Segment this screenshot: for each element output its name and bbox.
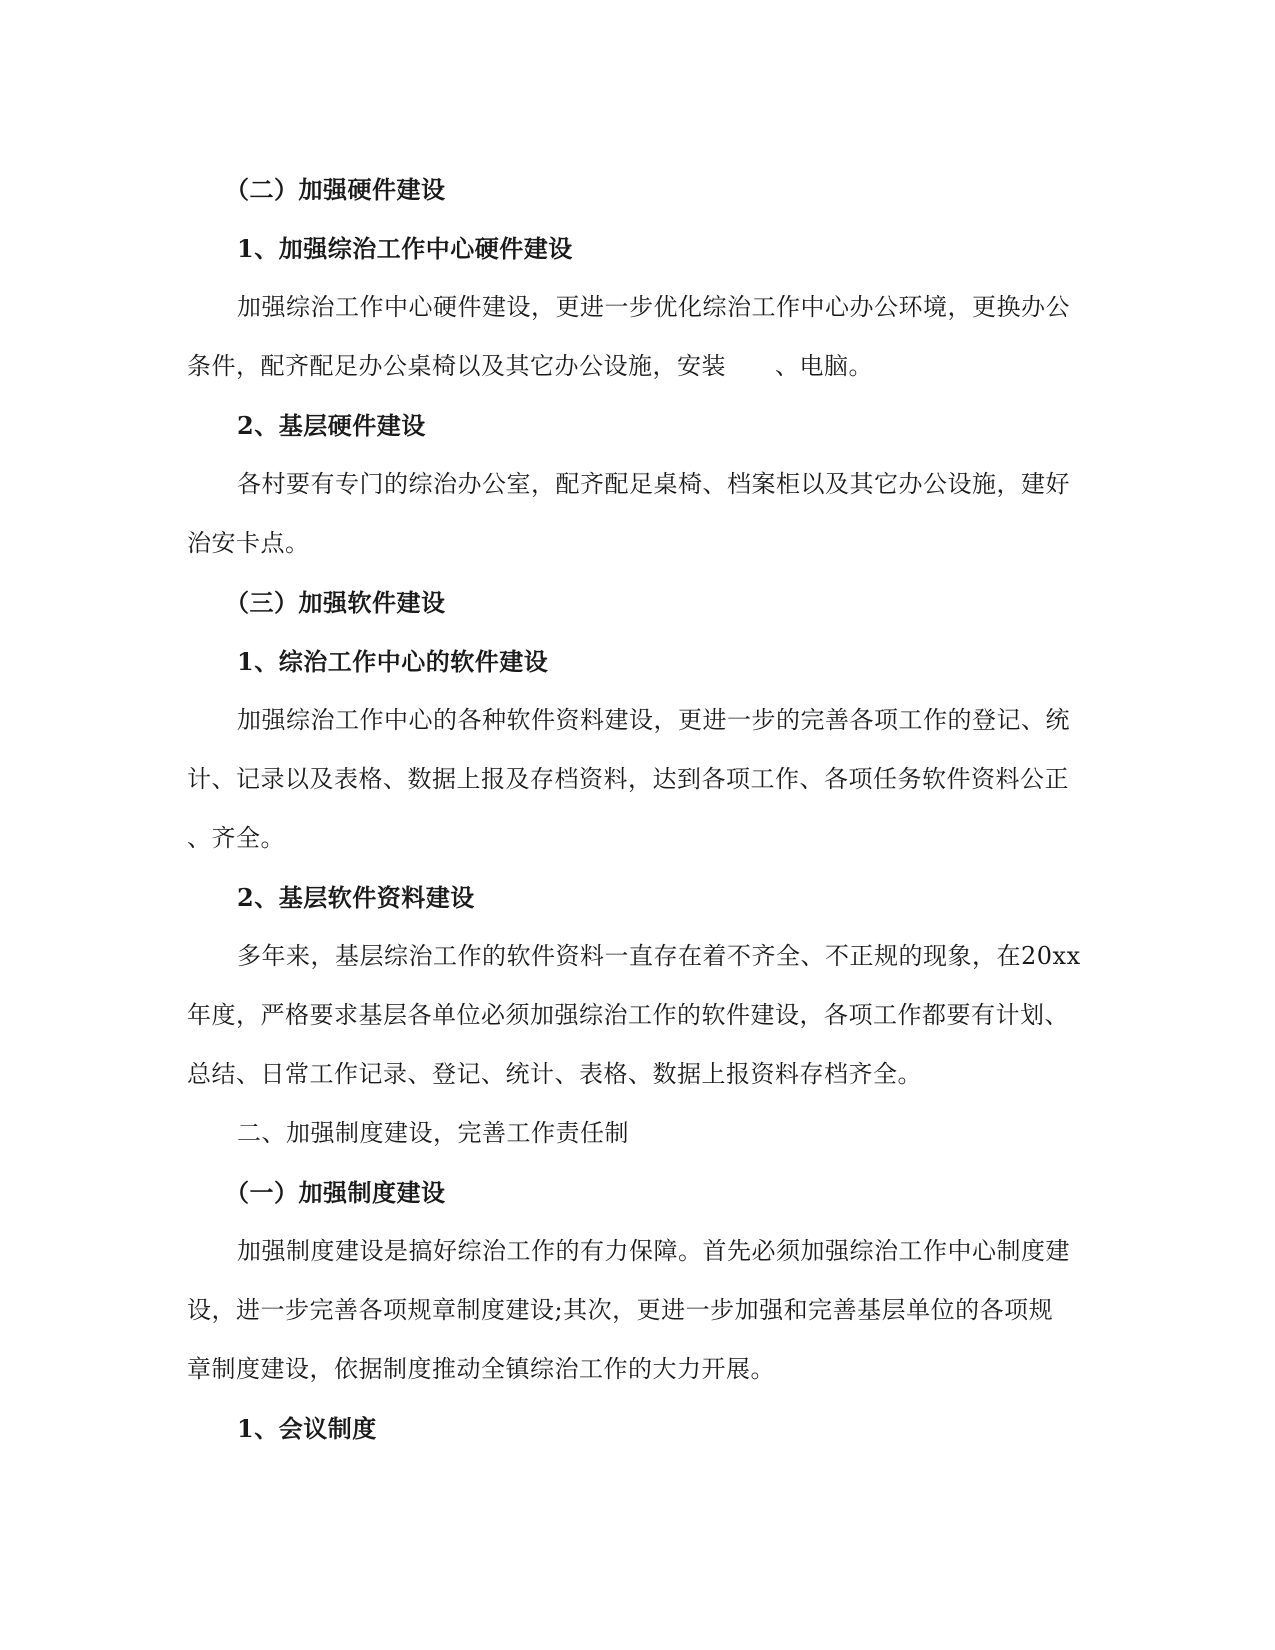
paragraph-line: 年度，严格要求基层各单位必须加强综治工作的软件建设，各项工作都要有计划、	[187, 1001, 1069, 1029]
subsection-heading: 1、综治工作中心的软件建设	[237, 647, 549, 676]
chapter-heading: 二、加强制度建设，完善工作责任制	[237, 1119, 629, 1147]
section-heading: （二）加强硬件建设	[225, 175, 446, 204]
paragraph-line: 加强制度建设是搞好综治工作的有力保障。首先必须加强综治工作中心制度建	[237, 1237, 1070, 1265]
subsection-heading: 1、加强综治工作中心硬件建设	[237, 234, 573, 263]
paragraph-line: 加强综治工作中心的各种软件资料建设，更进一步的完善各项工作的登记、统	[237, 706, 1070, 734]
paragraph-line: 各村要有专门的综治办公室，配齐配足桌椅、档案柜以及其它办公设施，建好	[237, 470, 1070, 498]
paragraph-line: 条件，配齐配足办公桌椅以及其它办公设施，安装 、电脑。	[187, 352, 873, 380]
document-page	[187, 160, 1087, 1458]
paragraph-line: 治安卡点。	[187, 529, 310, 557]
paragraph-line: 总结、日常工作记录、登记、统计、表格、数据上报资料存档齐全。	[187, 1060, 922, 1088]
paragraph-line: 章制度建设，依据制度推动全镇综治工作的大力开展。	[187, 1355, 775, 1383]
section-heading: （三）加强软件建设	[225, 588, 446, 617]
section-heading: （一）加强制度建设	[225, 1178, 446, 1207]
subsection-heading: 2、基层硬件建设	[237, 411, 426, 440]
paragraph-line: 加强综治工作中心硬件建设，更进一步优化综治工作中心办公环境，更换办公	[237, 293, 1070, 321]
paragraph-line: 计、记录以及表格、数据上报及存档资料，达到各项工作、各项任务软件资料公正	[187, 765, 1069, 793]
paragraph-line: 多年来，基层综治工作的软件资料一直存在着不齐全、不正规的现象，在20xx	[237, 942, 1081, 970]
subsection-heading: 2、基层软件资料建设	[237, 883, 475, 912]
subsection-heading: 1、会议制度	[237, 1414, 377, 1443]
paragraph-line: 、齐全。	[187, 824, 285, 852]
paragraph-line: 设，进一步完善各项规章制度建设;其次，更进一步加强和完善基层单位的各项规	[187, 1296, 1054, 1324]
